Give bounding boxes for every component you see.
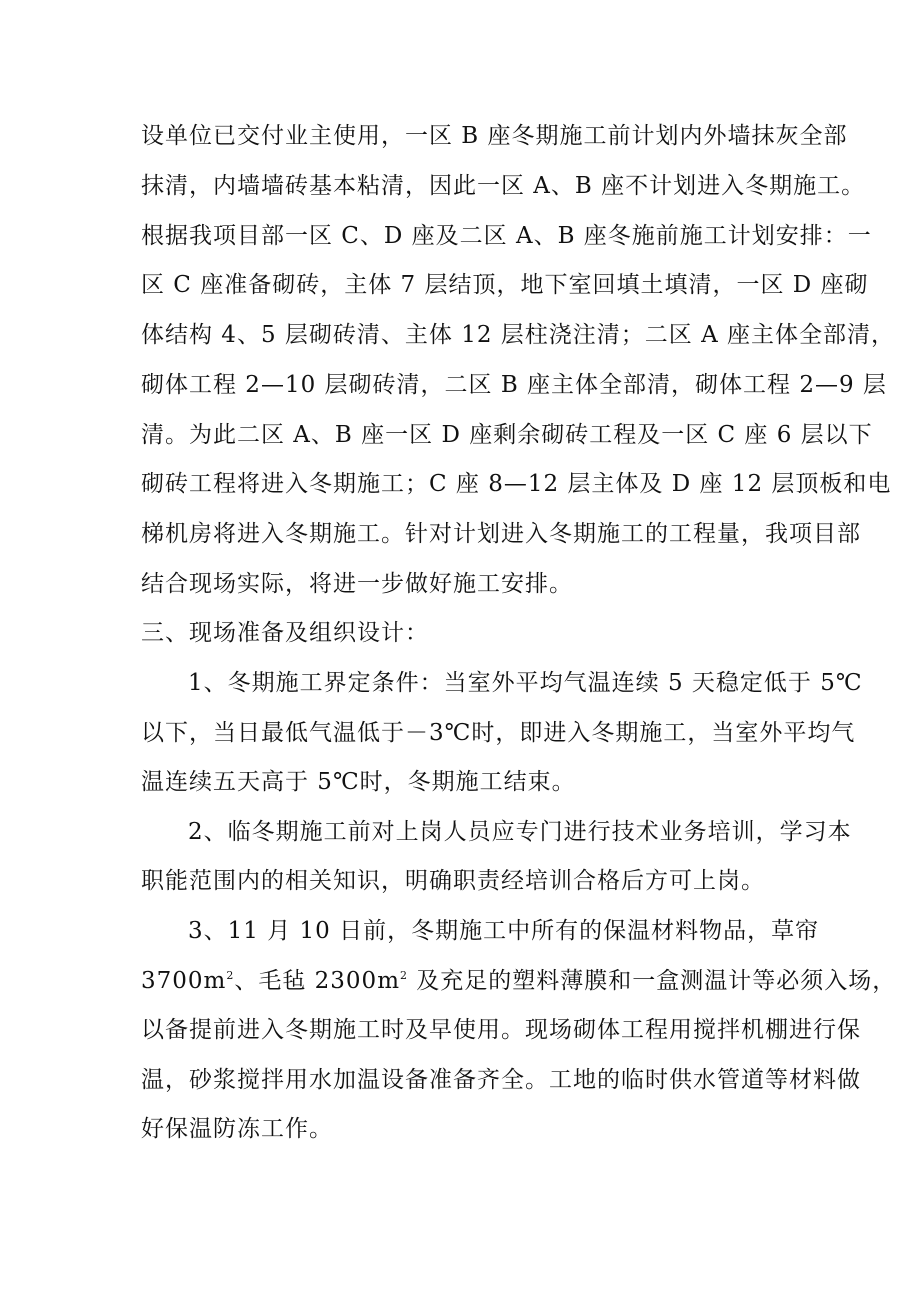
text-line: 区 C 座准备砌砖，主体 7 层结顶，地下室回填土填清，一区 D 座砌 <box>141 272 869 298</box>
text-line: 温，砂浆搅拌用水加温设备准备齐全。工地的临时供水管道等材料做 <box>141 1067 861 1093</box>
text-line: 砌砖工程将进入冬期施工；C 座 8—12 层主体及 D 座 12 层顶板和电 <box>141 471 892 497</box>
text-line: 根据我项目部一区 C、D 座及二区 A、B 座冬施前施工计划安排：一 <box>141 223 872 249</box>
text-line: 抹清，内墙墙砖基本粘清，因此一区 A、B 座不计划进入冬期施工。 <box>141 173 866 199</box>
text-line: 3、11 月 10 日前，冬期施工中所有的保温材料物品，草帘 <box>188 918 820 944</box>
text-line: 好保温防冻工作。 <box>141 1116 333 1142</box>
text-line: 以下，当日最低气温低于－3℃时，即进入冬期施工，当室外平均气 <box>141 720 856 746</box>
text-segment: 及充足的塑料薄膜和一盒测温计等必须入场， <box>408 968 897 994</box>
text-line: 职能范围内的相关知识，明确职责经培训合格后方可上岗。 <box>141 868 765 894</box>
superscript: 2 <box>226 969 235 982</box>
superscript: 2 <box>400 969 408 982</box>
quantity-text: 、毛毡 2300m <box>234 968 400 994</box>
quantity-text: 3700m <box>141 968 227 994</box>
text-line: 设单位已交付业主使用，一区 B 座冬期施工前计划内外墙抹灰全部 <box>141 123 848 149</box>
text-line: 梯机房将进入冬期施工。针对计划进入冬期施工的工程量，我项目部 <box>141 521 861 547</box>
text-line: 以备提前进入冬期施工时及早使用。现场砌体工程用搅拌机棚进行保 <box>141 1017 861 1043</box>
text-line: 1、冬期施工界定条件：当室外平均气温连续 5 天稳定低于 5℃ <box>188 670 863 696</box>
text-line: 清。为此二区 A、B 座一区 D 座剩余砌砖工程及一区 C 座 6 层以下 <box>141 422 873 448</box>
text-line: 体结构 4、5 层砌砖清、主体 12 层柱浇注清；二区 A 座主体全部清， <box>141 322 896 348</box>
text-line-with-superscripts <box>141 966 896 996</box>
section-heading: 三、现场准备及组织设计： <box>141 620 429 646</box>
text-line: 结合现场实际，将进一步做好施工安排。 <box>141 571 573 597</box>
text-line: 温连续五天高于 5℃时，冬期施工结束。 <box>141 769 576 795</box>
text-line: 砌体工程 2—10 层砌砖清，二区 B 座主体全部清，砌体工程 2—9 层 <box>141 372 887 398</box>
text-line: 2、临冬期施工前对上岗人员应专门进行技术业务培训，学习本 <box>188 819 852 845</box>
